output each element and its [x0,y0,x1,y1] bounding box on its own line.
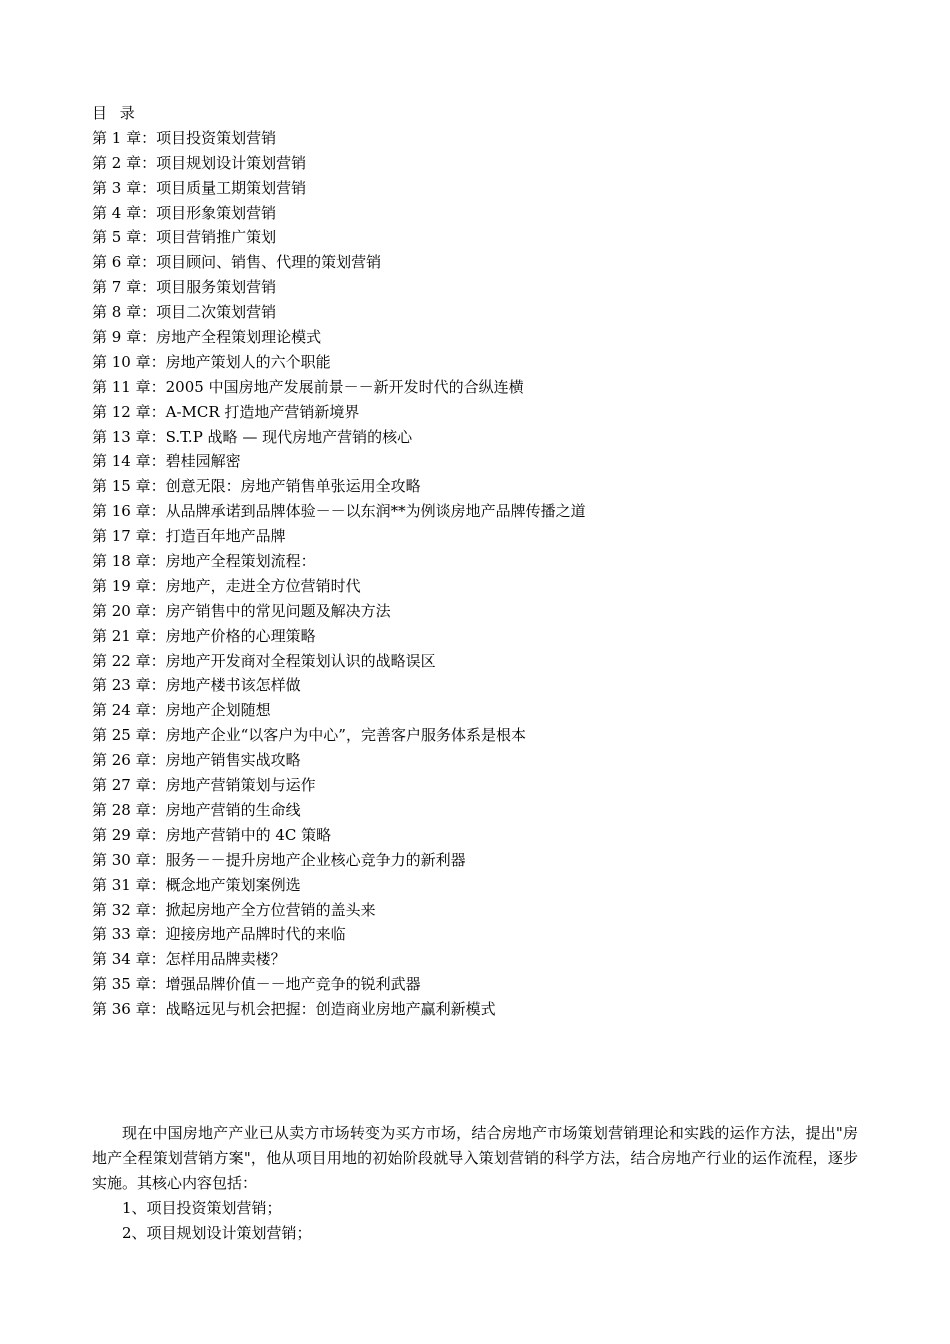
toc-chapter-item[interactable]: 第 9 章：房地产全程策划理论模式 [92,328,322,347]
toc-chapter-item[interactable]: 第 31 章：概念地产策划案例选 [92,875,301,894]
toc-chapter-item[interactable]: 第 18 章：房地产全程策划流程： [92,552,316,571]
toc-chapter-item[interactable]: 第 23 章：房地产楼书该怎样做 [92,676,301,695]
toc-chapter-item[interactable]: 第 17 章：打造百年地产品牌 [92,527,286,546]
toc-chapter-item[interactable]: 第 11 章：2005 中国房地产发展前景－－新开发时代的合纵连横 [92,377,524,396]
toc-chapter-item[interactable]: 第 20 章：房产销售中的常见问题及解决方法 [92,601,391,620]
toc-chapter-item[interactable]: 第 35 章：增强品牌价值－－地产竞争的锐利武器 [92,975,421,994]
toc-chapter-item[interactable]: 第 10 章：房地产策划人的六个职能 [92,352,331,371]
toc-chapter-item[interactable]: 第 3 章：项目质量工期策划营销 [92,178,307,197]
toc-chapter-item[interactable]: 第 5 章：项目营销推广策划 [92,228,277,247]
toc-chapter-item[interactable]: 第 32 章：掀起房地产全方位营销的盖头来 [92,900,376,919]
toc-chapter-item[interactable]: 第 6 章：项目顾问、销售、代理的策划营销 [92,253,382,272]
core-content-item: 1、项目投资策划营销； [122,1198,282,1217]
toc-chapter-item[interactable]: 第 30 章：服务－－提升房地产企业核心竞争力的新利器 [92,850,466,869]
toc-chapter-item[interactable]: 第 29 章：房地产营销中的 4C 策略 [92,825,332,844]
toc-chapter-list [92,126,892,1022]
toc-chapter-item[interactable]: 第 1 章：项目投资策划营销 [92,128,277,147]
table-of-contents [92,101,892,1022]
toc-chapter-item[interactable]: 第 4 章：项目形象策划营销 [92,203,277,222]
toc-heading: 目 录 [92,104,139,122]
toc-chapter-item[interactable]: 第 36 章：战略远见与机会把握：创造商业房地产赢利新模式 [92,1000,496,1019]
toc-chapter-item[interactable]: 第 8 章：项目二次策划营销 [92,303,277,322]
toc-chapter-item[interactable]: 第 16 章：从品牌承诺到品牌体验－－以东润**为例谈房地产品牌传播之道 [92,502,586,521]
toc-chapter-item[interactable]: 第 22 章：房地产开发商对全程策划认识的战略误区 [92,651,436,670]
intro-paragraph: 现在中国房地产产业已从卖方市场转变为买方市场，结合房地产市场策划营销理论和实践的运作方法，提出"房地产全程策划营销方案"，他从项目用地的初始阶段就导入策划营销的科学方法，结合房地产行业的运作流程，逐步实施。其核心内容包括： [92,1124,858,1192]
toc-chapter-item[interactable]: 第 25 章：房地产企业“以客户为中心”，完善客户服务体系是根本 [92,726,526,745]
toc-chapter-item[interactable]: 第 2 章：项目规划设计策划营销 [92,153,307,172]
toc-chapter-item[interactable]: 第 33 章：迎接房地产品牌时代的来临 [92,925,346,944]
toc-chapter-item[interactable]: 第 21 章：房地产价格的心理策略 [92,626,316,645]
toc-chapter-item[interactable]: 第 28 章：房地产营销的生命线 [92,800,301,819]
toc-chapter-item[interactable]: 第 26 章：房地产销售实战攻略 [92,751,301,770]
body-text [92,1121,858,1246]
toc-chapter-item[interactable]: 第 7 章：项目服务策划营销 [92,278,277,297]
toc-chapter-item[interactable]: 第 13 章：S.T.P 战略 — 现代房地产营销的核心 [92,427,413,446]
toc-chapter-item[interactable]: 第 12 章：A-MCR 打造地产营销新境界 [92,402,360,421]
toc-chapter-item[interactable]: 第 24 章：房地产企划随想 [92,701,271,720]
core-content-list [92,1196,858,1246]
core-content-item: 2、项目规划设计策划营销； [122,1223,312,1242]
toc-chapter-item[interactable]: 第 19 章：房地产，走进全方位营销时代 [92,576,361,595]
toc-chapter-item[interactable]: 第 34 章：怎样用品牌卖楼？ [92,950,286,969]
toc-chapter-item[interactable]: 第 14 章：碧桂园解密 [92,452,241,471]
toc-chapter-item[interactable]: 第 15 章：创意无限：房地产销售单张运用全攻略 [92,477,421,496]
toc-chapter-item[interactable]: 第 27 章：房地产营销策划与运作 [92,776,316,795]
